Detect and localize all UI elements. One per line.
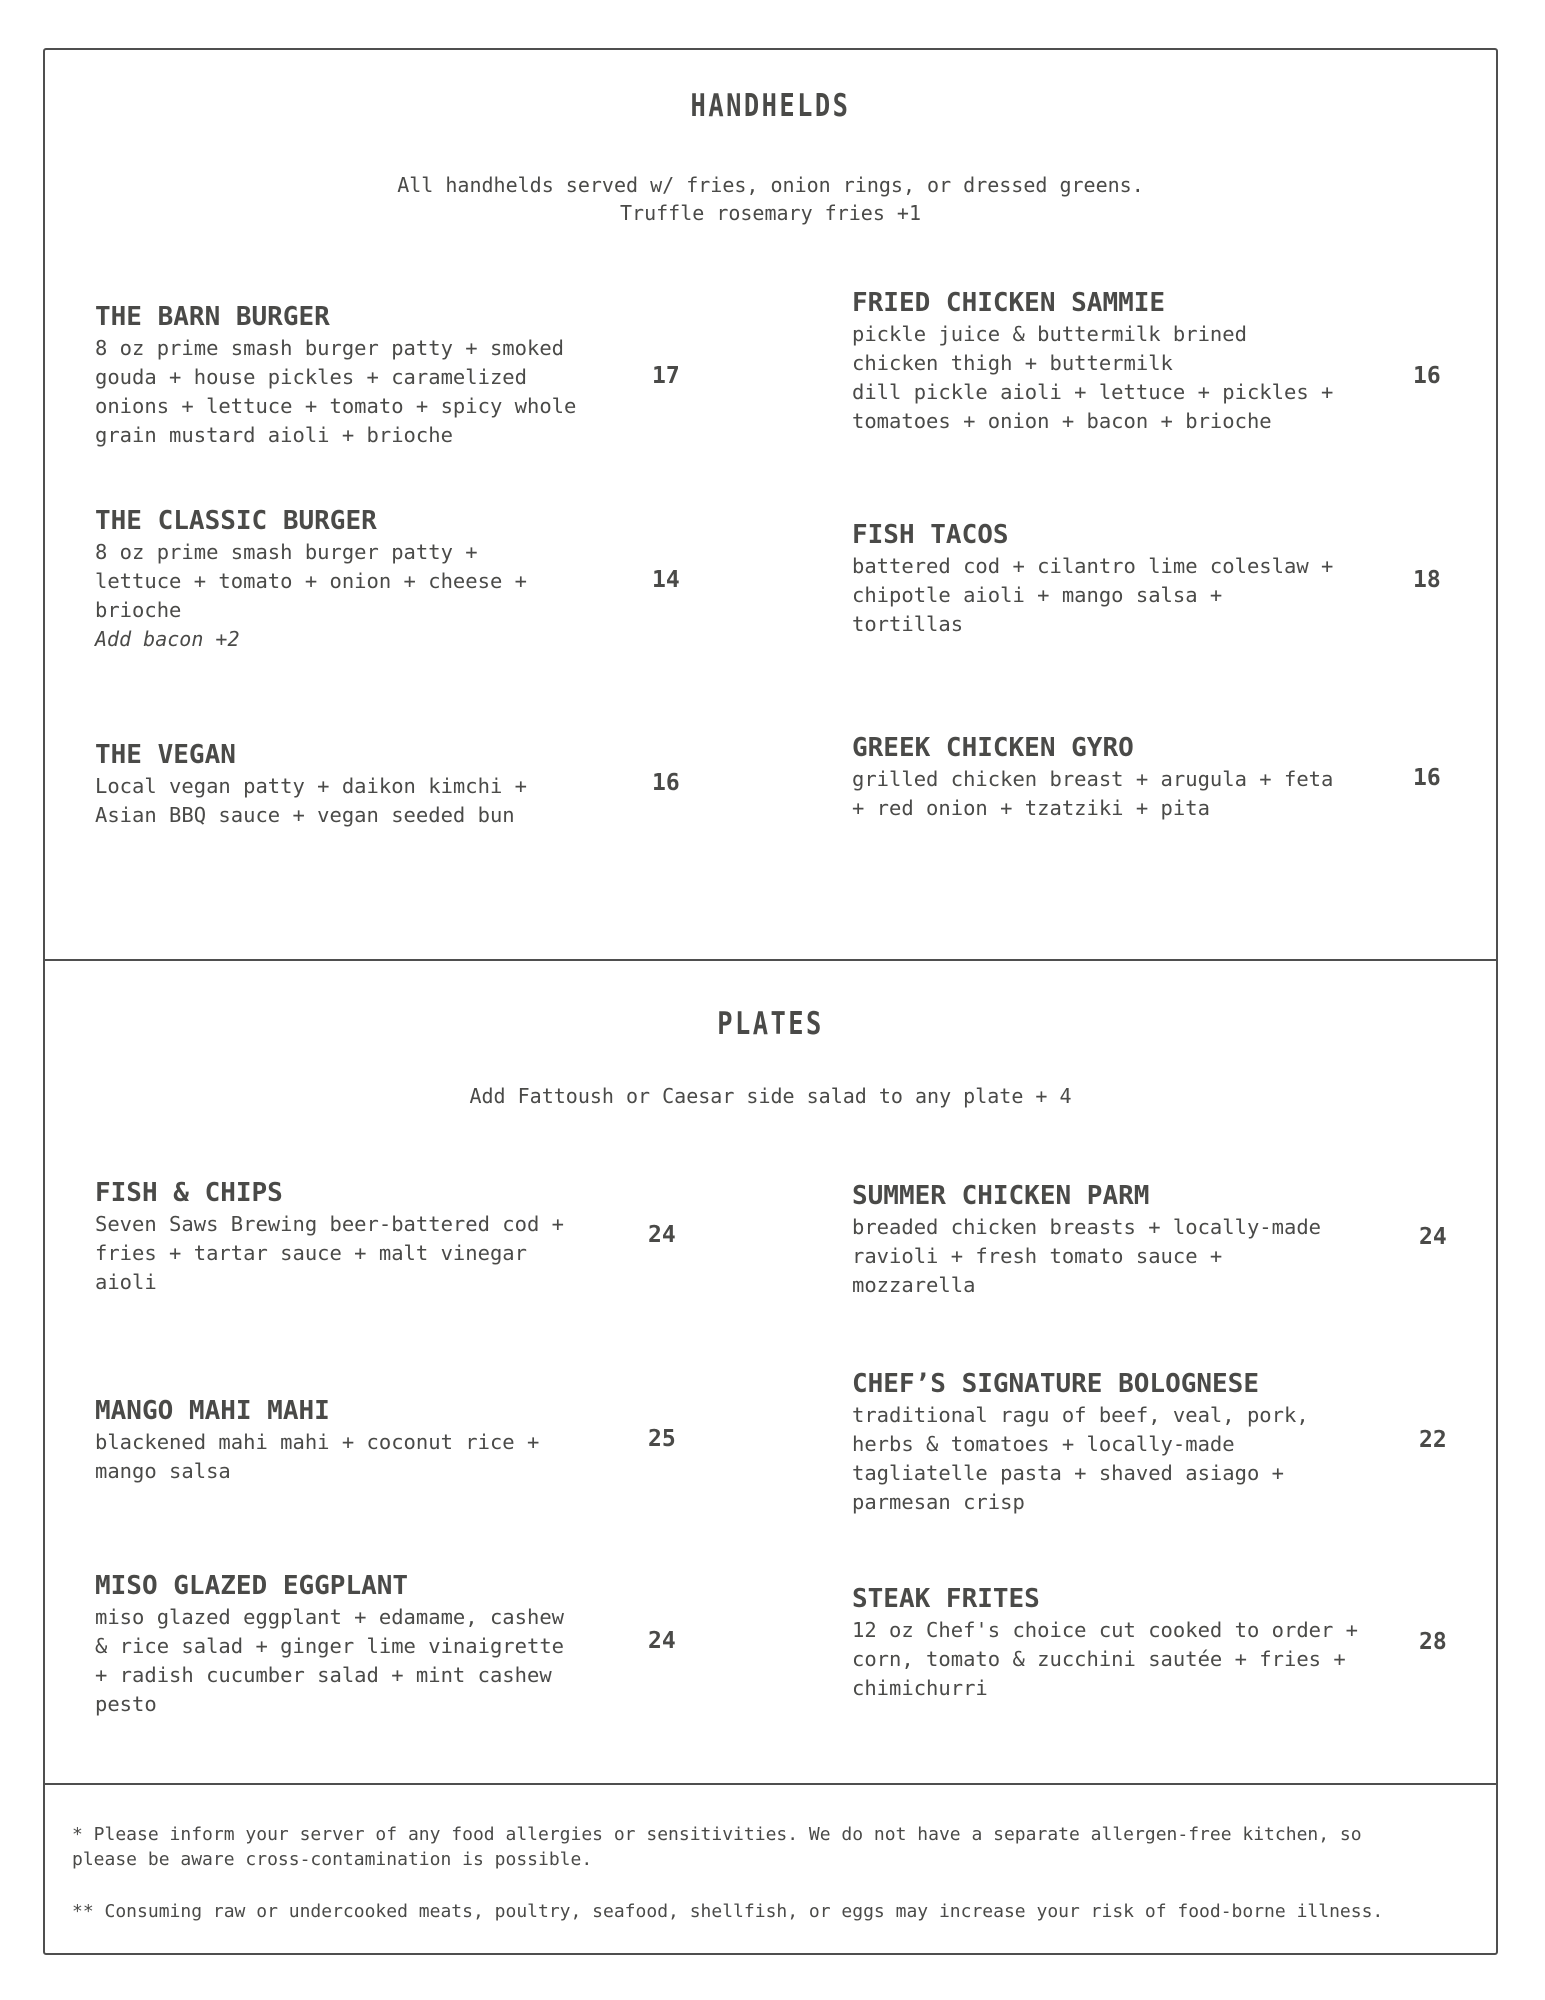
item-description [95, 334, 576, 450]
menu-item-steak-frites [852, 1584, 1358, 1703]
plates-title: PLATES [717, 1006, 824, 1042]
desc-line: & rice salad + ginger lime vinaigrette [95, 1634, 564, 1658]
allergy-notice-line1: * Please inform your server of any food allergies or sensitivities. We do not have a separate allergen-free kitchen, so [72, 1824, 1362, 1845]
item-addon: Add bacon +2 [95, 627, 240, 651]
item-name: MANGO MAHI MAHI [95, 1396, 330, 1426]
item-name: GREEK CHICKEN GYRO [852, 733, 1134, 763]
desc-line: Asian BBQ sauce + vegan seeded bun [95, 803, 515, 827]
desc-line: traditional ragu of beef, veal, pork, [852, 1403, 1309, 1427]
item-price: 17 [652, 363, 680, 389]
section-divider-footer [43, 1783, 1498, 1785]
item-description [95, 1210, 564, 1297]
menu-item-the-vegan [95, 740, 527, 830]
desc-line: Local vegan patty + daikon kimchi + [95, 774, 527, 798]
item-name: THE CLASSIC BURGER [95, 506, 377, 536]
item-name: FISH & CHIPS [95, 1178, 283, 1208]
handhelds-title: HANDHELDS [690, 88, 851, 124]
desc-line: fries + tartar sauce + malt vinegar [95, 1241, 527, 1265]
item-price: 25 [648, 1426, 676, 1452]
item-description [852, 320, 1333, 436]
menu-item-fish-and-chips [95, 1178, 564, 1297]
desc-line: 8 oz prime smash burger patty + [95, 540, 478, 564]
desc-line: Seven Saws Brewing beer-battered cod + [95, 1212, 564, 1236]
menu-item-fried-chicken-sammie [852, 288, 1333, 436]
desc-line: onions + lettuce + tomato + spicy whole [95, 394, 577, 418]
item-price: 18 [1413, 567, 1441, 593]
section-divider-handhelds-plates [43, 959, 1498, 961]
desc-line: tomatoes + onion + bacon + brioche [852, 409, 1272, 433]
item-price: 24 [1419, 1224, 1447, 1250]
item-name: THE BARN BURGER [95, 302, 330, 332]
item-name: SUMMER CHICKEN PARM [852, 1181, 1150, 1211]
desc-line: aioli [95, 1270, 157, 1294]
item-description [95, 1603, 564, 1719]
item-description [95, 538, 527, 654]
desc-line: ravioli + fresh tomato sauce + [852, 1244, 1223, 1268]
desc-line: mozzarella [852, 1273, 976, 1297]
item-description [852, 1401, 1309, 1517]
item-name: FISH TACOS [852, 520, 1009, 550]
desc-line: parmesan crisp [852, 1490, 1025, 1514]
menu-item-summer-chicken-parm [852, 1181, 1321, 1300]
item-name: THE VEGAN [95, 740, 236, 770]
desc-line: pickle juice & buttermilk brined [852, 322, 1247, 346]
desc-line: 8 oz prime smash burger patty + smoked [95, 336, 564, 360]
item-name: CHEF’S SIGNATURE BOLOGNESE [852, 1369, 1259, 1399]
item-description [95, 772, 527, 830]
allergy-notice-line2: please be aware cross-contamination is possible. [72, 1849, 593, 1870]
menu-item-chefs-signature-bolognese [852, 1369, 1309, 1517]
desc-line: battered cod + cilantro lime coleslaw + [852, 554, 1334, 578]
item-price: 22 [1419, 1427, 1447, 1453]
menu-item-classic-burger [95, 506, 527, 654]
desc-line: + red onion + tzatziki + pita [852, 796, 1210, 820]
item-name: STEAK FRITES [852, 1584, 1040, 1614]
item-price: 24 [648, 1628, 676, 1654]
item-description [852, 1213, 1321, 1300]
item-price: 28 [1419, 1629, 1447, 1655]
desc-line: herbs & tomatoes + locally-made [852, 1432, 1235, 1456]
handhelds-note-line2: Truffle rosemary fries +1 [619, 201, 922, 225]
desc-line: brioche [95, 598, 182, 622]
item-price: 24 [648, 1222, 676, 1248]
desc-line: grain mustard aioli + brioche [95, 423, 453, 447]
item-description [852, 552, 1333, 639]
desc-line: blackened mahi mahi + coconut rice + [95, 1430, 540, 1454]
item-description [95, 1428, 539, 1486]
item-description [852, 1616, 1358, 1703]
desc-line: chimichurri [852, 1676, 988, 1700]
desc-line: mango salsa [95, 1459, 231, 1483]
item-price: 16 [1413, 765, 1441, 791]
desc-line: chipotle aioli + mango salsa + [852, 583, 1223, 607]
desc-line: tagliatelle pasta + shaved asiago + [852, 1461, 1284, 1485]
desc-line: 12 oz Chef's choice cut cooked to order + [852, 1618, 1359, 1642]
desc-line: breaded chicken breasts + locally-made [852, 1215, 1321, 1239]
item-price: 16 [1413, 363, 1441, 389]
desc-line: + radish cucumber salad + mint cashew [95, 1663, 552, 1687]
item-name: FRIED CHICKEN SAMMIE [852, 288, 1166, 318]
handhelds-note-line1: All handhelds served w/ fries, onion rings, or dressed greens. [397, 173, 1144, 197]
desc-line: miso glazed eggplant + edamame, cashew [95, 1605, 564, 1629]
menu-item-mango-mahi-mahi [95, 1396, 539, 1486]
menu-item-miso-glazed-eggplant [95, 1571, 564, 1719]
item-price: 16 [652, 770, 680, 796]
raw-food-warning: ** Consuming raw or undercooked meats, poultry, seafood, shellfish, or eggs may increase your risk of food-borne illness. [72, 1901, 1384, 1922]
desc-line: lettuce + tomato + onion + cheese + [95, 569, 527, 593]
menu-item-barn-burger [95, 302, 576, 450]
desc-line: dill pickle aioli + lettuce + pickles + [852, 380, 1334, 404]
desc-line: corn, tomato & zucchini sautée + fries + [852, 1647, 1346, 1671]
item-price: 14 [652, 567, 680, 593]
desc-line: pesto [95, 1692, 157, 1716]
menu-item-greek-chicken-gyro [852, 733, 1333, 823]
menu-item-fish-tacos [852, 520, 1333, 639]
desc-line: tortillas [852, 612, 964, 636]
desc-line: gouda + house pickles + caramelized [95, 365, 527, 389]
desc-line: chicken thigh + buttermilk [852, 351, 1173, 375]
item-name: MISO GLAZED EGGPLANT [95, 1571, 409, 1601]
item-description [852, 765, 1333, 823]
plates-note: Add Fattoush or Caesar side salad to any plate + 4 [469, 1084, 1072, 1108]
desc-line: grilled chicken breast + arugula + feta [852, 767, 1334, 791]
